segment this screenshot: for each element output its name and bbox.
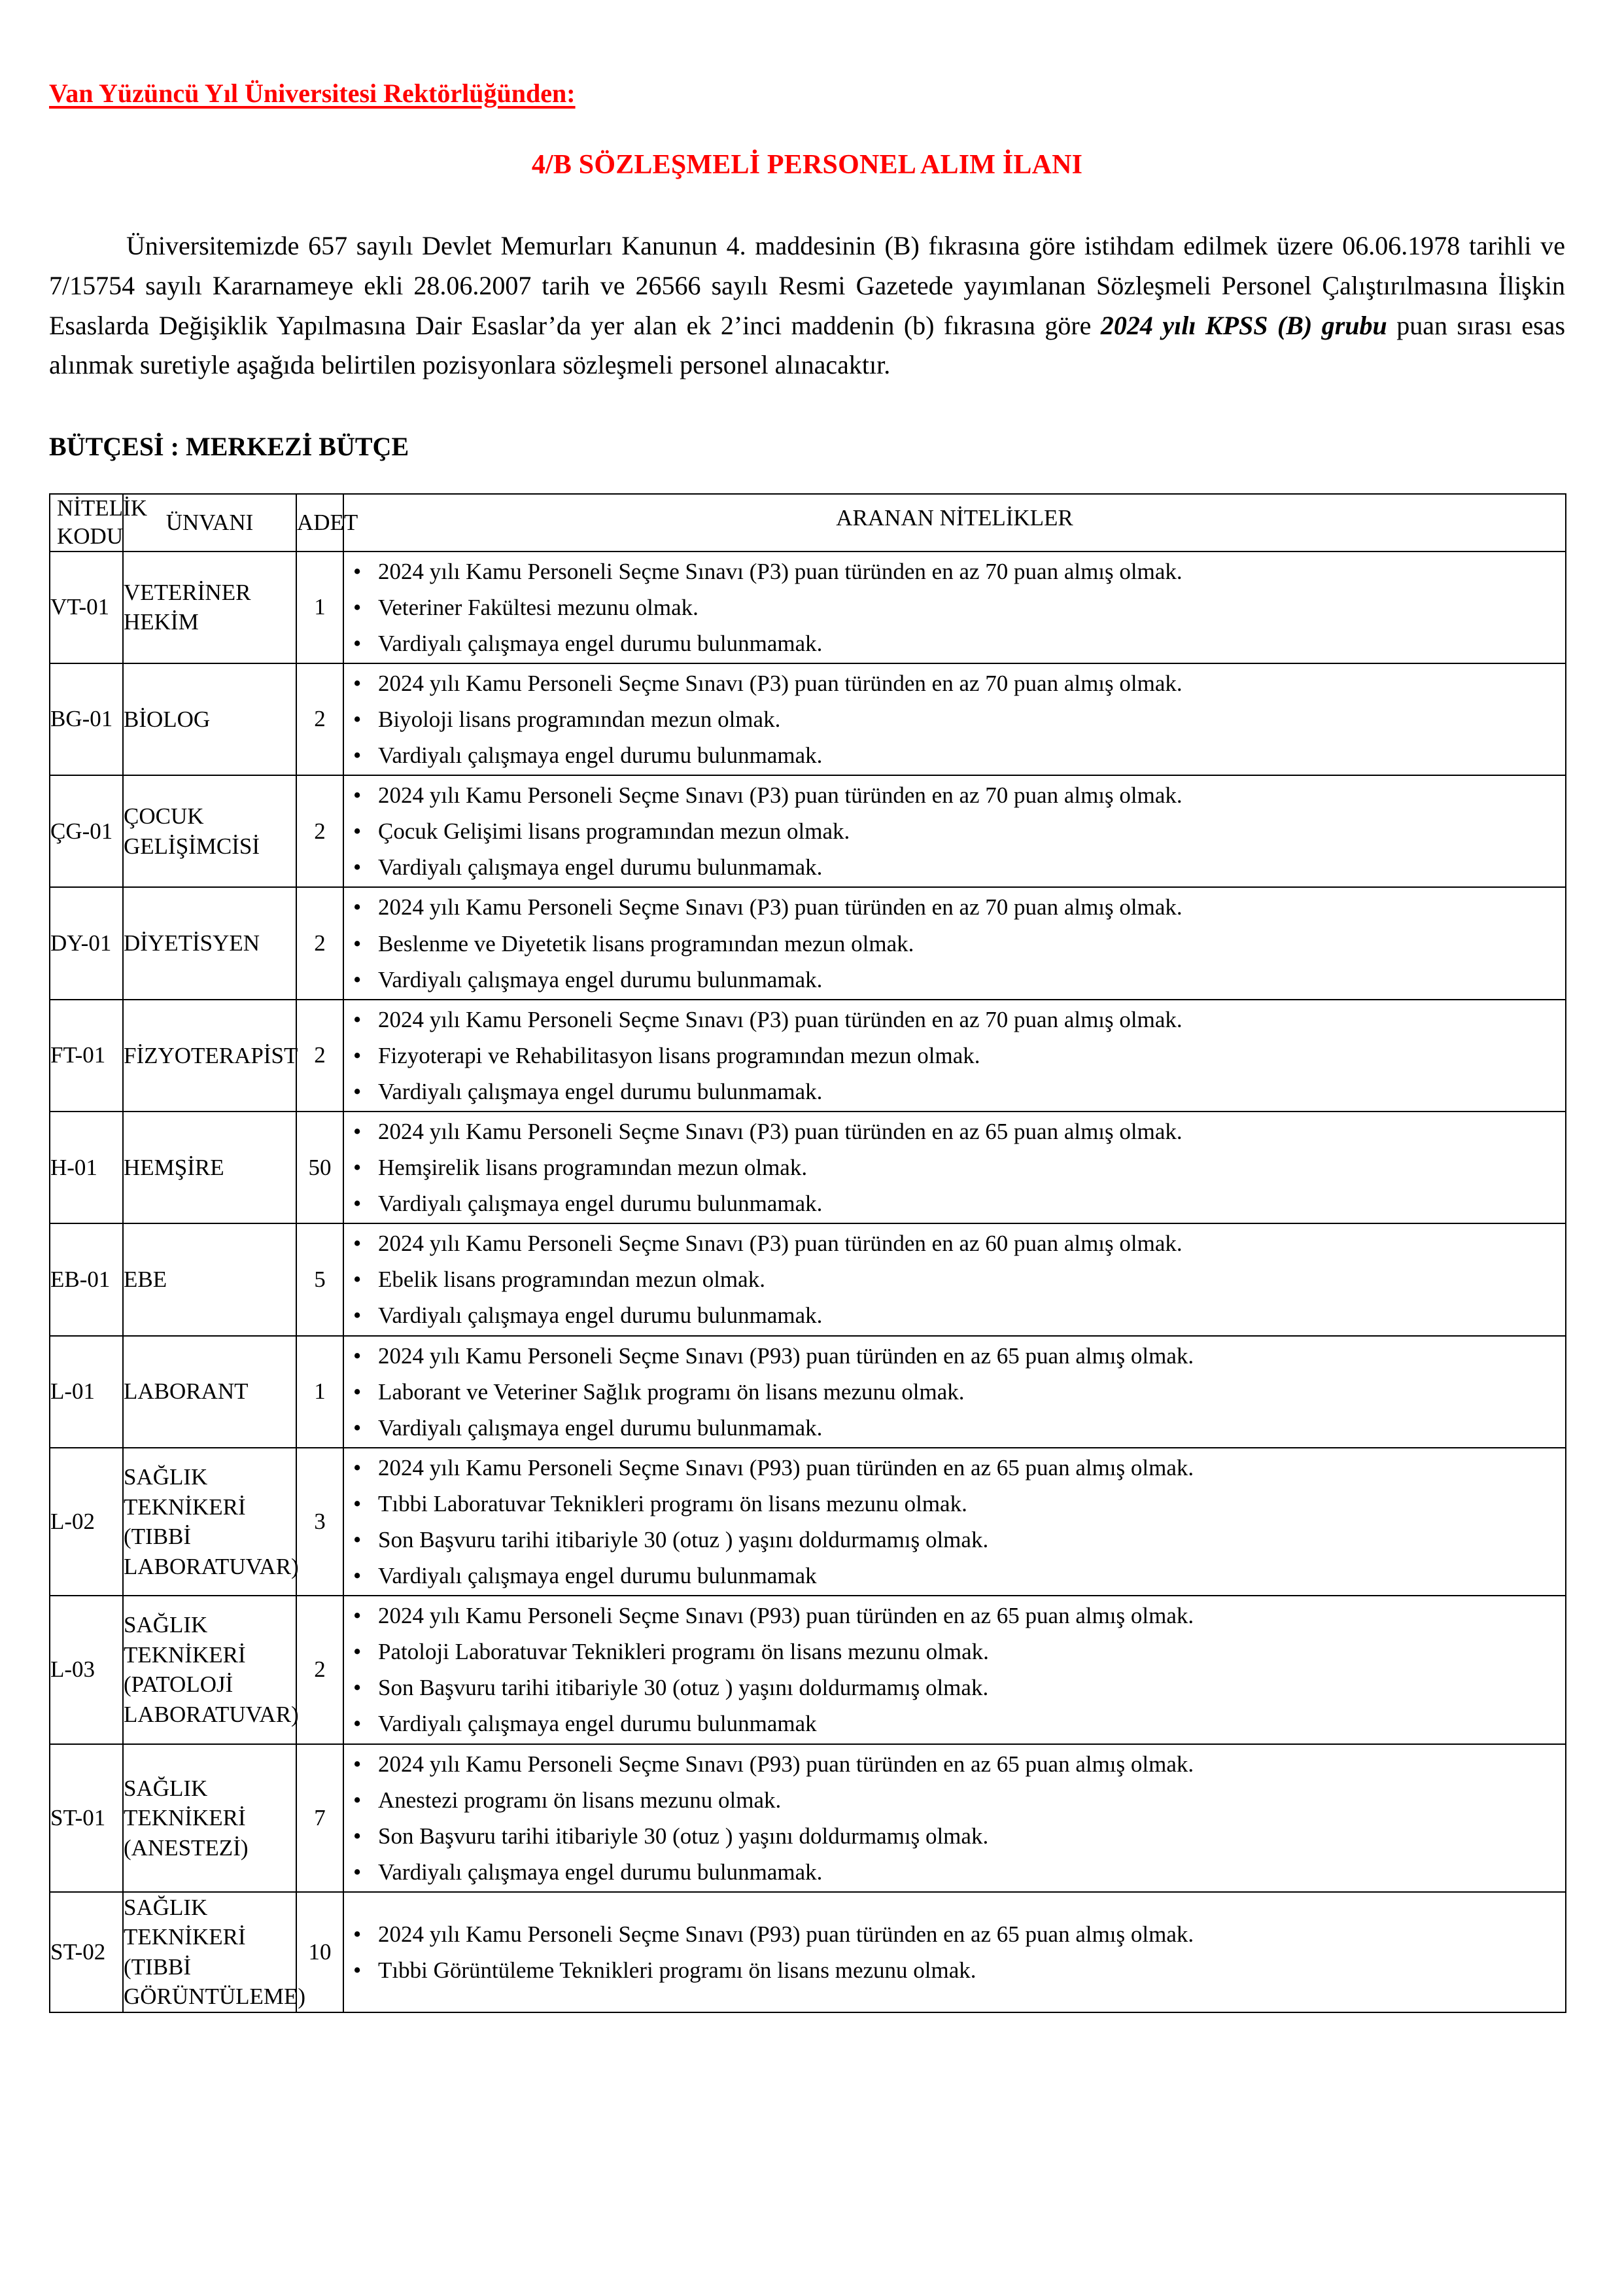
table-row bbox=[50, 663, 1566, 775]
requirement-item: • Son Başvuru tarihi itibariyle 30 (otuz ) yaşını doldurmamış olmak. bbox=[344, 1671, 1565, 1704]
cell-qualification-code: ST-01 bbox=[50, 1744, 123, 1892]
requirement-item: • Anestezi programı ön lisans mezunu olmak. bbox=[344, 1783, 1565, 1817]
positions-table bbox=[49, 493, 1566, 2013]
cell-requirements bbox=[343, 1448, 1566, 1596]
cell-qualification-code: ÇG-01 bbox=[50, 775, 123, 887]
requirement-item: • Son Başvuru tarihi itibariyle 30 (otuz ) yaşını doldurmamış olmak. bbox=[344, 1819, 1565, 1853]
cell-requirements bbox=[343, 1892, 1566, 2012]
requirement-item: • 2024 yılı Kamu Personeli Seçme Sınavı (P93) puan türünden en az 65 puan almış olmak. bbox=[344, 1339, 1565, 1373]
requirements-list bbox=[344, 555, 1565, 660]
cell-position-title: ÇOCUK GELİŞİMCİSİ bbox=[123, 775, 296, 887]
requirement-item: • Tıbbi Laboratuvar Teknikleri programı ön lisans mezunu olmak. bbox=[344, 1487, 1565, 1520]
cell-requirements bbox=[343, 775, 1566, 887]
cell-position-count: 2 bbox=[296, 1000, 343, 1112]
requirement-item: • Vardiyalı çalışmaya engel durumu bulunmamak. bbox=[344, 1187, 1565, 1220]
cell-qualification-code: BG-01 bbox=[50, 663, 123, 775]
requirement-item: • 2024 yılı Kamu Personeli Seçme Sınavı (P93) puan türünden en az 65 puan almış olmak. bbox=[344, 1747, 1565, 1781]
cell-qualification-code: L-02 bbox=[50, 1448, 123, 1596]
cell-qualification-code: VT-01 bbox=[50, 552, 123, 663]
requirement-item: • Vardiyalı çalışmaya engel durumu bulunmamak. bbox=[344, 627, 1565, 660]
cell-qualification-code: DY-01 bbox=[50, 887, 123, 999]
cell-qualification-code: ST-02 bbox=[50, 1892, 123, 2012]
table-row bbox=[50, 1112, 1566, 1223]
requirement-item: • 2024 yılı Kamu Personeli Seçme Sınavı (P3) puan türünden en az 70 puan almış olmak. bbox=[344, 667, 1565, 700]
requirement-item: • 2024 yılı Kamu Personeli Seçme Sınavı (P3) puan türünden en az 70 puan almış olmak. bbox=[344, 1003, 1565, 1036]
requirement-item: • Çocuk Gelişimi lisans programından mezun olmak. bbox=[344, 815, 1565, 848]
cell-position-title: DİYETİSYEN bbox=[123, 887, 296, 999]
cell-position-count: 1 bbox=[296, 1336, 343, 1448]
requirement-item: • Vardiyalı çalışmaya engel durumu bulunmamak. bbox=[344, 850, 1565, 884]
cell-position-count: 1 bbox=[296, 552, 343, 663]
cell-position-count: 5 bbox=[296, 1223, 343, 1335]
requirement-item: • 2024 yılı Kamu Personeli Seçme Sınavı (P93) puan türünden en az 65 puan almış olmak. bbox=[344, 1599, 1565, 1632]
requirement-item: • Vardiyalı çalışmaya engel durumu bulunmamak. bbox=[344, 1411, 1565, 1445]
requirement-item: • Biyoloji lisans programından mezun olmak. bbox=[344, 703, 1565, 736]
column-header-count: ADET bbox=[296, 494, 343, 551]
requirements-list bbox=[344, 1747, 1565, 1889]
requirement-item: • Vardiyalı çalışmaya engel durumu bulunmamak bbox=[344, 1559, 1565, 1592]
requirement-item: • Vardiyalı çalışmaya engel durumu bulunmamak. bbox=[344, 963, 1565, 996]
cell-position-title: SAĞLIK TEKNİKERİ (TIBBİ LABORATUVAR) bbox=[123, 1448, 296, 1596]
requirement-item: • Vardiyalı çalışmaya engel durumu bulunmamak. bbox=[344, 739, 1565, 772]
requirement-item: • Vardiyalı çalışmaya engel durumu bulunmamak. bbox=[344, 1855, 1565, 1889]
cell-position-count: 2 bbox=[296, 775, 343, 887]
cell-position-count: 50 bbox=[296, 1112, 343, 1223]
table-row bbox=[50, 1744, 1566, 1892]
budget-line: BÜTÇESİ : MERKEZİ BÜTÇE bbox=[49, 432, 409, 462]
cell-position-count: 10 bbox=[296, 1892, 343, 2012]
cell-requirements bbox=[343, 1112, 1566, 1223]
requirement-item: • 2024 yılı Kamu Personeli Seçme Sınavı (P3) puan türünden en az 70 puan almış olmak. bbox=[344, 779, 1565, 812]
requirement-item: • Son Başvuru tarihi itibariyle 30 (otuz ) yaşını doldurmamış olmak. bbox=[344, 1523, 1565, 1556]
cell-position-title: SAĞLIK TEKNİKERİ (ANESTEZİ) bbox=[123, 1744, 296, 1892]
requirement-item: • Vardiyalı çalışmaya engel durumu bulunmamak. bbox=[344, 1299, 1565, 1332]
cell-requirements bbox=[343, 663, 1566, 775]
cell-requirements bbox=[343, 1000, 1566, 1112]
cell-requirements bbox=[343, 1744, 1566, 1892]
requirement-item: • Patoloji Laboratuvar Teknikleri programı ön lisans mezunu olmak. bbox=[344, 1635, 1565, 1668]
requirements-list bbox=[344, 1227, 1565, 1332]
requirement-item: • Laborant ve Veteriner Sağlık programı ön lisans mezunu olmak. bbox=[344, 1375, 1565, 1409]
cell-requirements bbox=[343, 887, 1566, 999]
table-header-row bbox=[50, 494, 1566, 551]
table-row bbox=[50, 1892, 1566, 2012]
cell-requirements bbox=[343, 1336, 1566, 1448]
requirement-item: • Ebelik lisans programından mezun olmak. bbox=[344, 1263, 1565, 1296]
cell-position-title: SAĞLIK TEKNİKERİ (TIBBİ GÖRÜNTÜLEME) bbox=[123, 1892, 296, 2012]
column-header-code-line2: KODU bbox=[57, 523, 124, 549]
cell-position-title: VETERİNER HEKİM bbox=[123, 552, 296, 663]
requirement-item: • Vardiyalı çalışmaya engel durumu bulunmamak. bbox=[344, 1075, 1565, 1108]
requirement-item: • Veteriner Fakültesi mezunu olmak. bbox=[344, 591, 1565, 624]
requirements-list bbox=[344, 1115, 1565, 1220]
requirements-list bbox=[344, 667, 1565, 772]
table-row bbox=[50, 887, 1566, 999]
intro-emphasis: 2024 yılı KPSS (B) grubu bbox=[1100, 310, 1387, 340]
requirements-list bbox=[344, 1003, 1565, 1108]
column-header-requirements: ARANAN NİTELİKLER bbox=[343, 494, 1566, 551]
table-row bbox=[50, 552, 1566, 663]
cell-qualification-code: FT-01 bbox=[50, 1000, 123, 1112]
requirement-item: • Beslenme ve Diyetetik lisans programından mezun olmak. bbox=[344, 927, 1565, 960]
table-body bbox=[50, 552, 1566, 2012]
intro-text-part2: puan sırası esas alınmak suretiyle aşağıda belirtilen pozisyonlara sözleşmeli personel alınacaktır. bbox=[49, 310, 1566, 380]
requirements-list bbox=[344, 1451, 1565, 1592]
requirements-list bbox=[344, 890, 1565, 996]
cell-requirements bbox=[343, 552, 1566, 663]
cell-qualification-code: L-03 bbox=[50, 1596, 123, 1743]
table-row bbox=[50, 1596, 1566, 1743]
cell-position-title: SAĞLIK TEKNİKERİ (PATOLOJİ LABORATUVAR) bbox=[123, 1596, 296, 1743]
cell-qualification-code: H-01 bbox=[50, 1112, 123, 1223]
cell-position-title: HEMŞİRE bbox=[123, 1112, 296, 1223]
requirements-list bbox=[344, 1918, 1565, 1987]
cell-position-count: 2 bbox=[296, 1596, 343, 1743]
requirements-list bbox=[344, 1599, 1565, 1740]
table-row bbox=[50, 1336, 1566, 1448]
requirement-item: • Fizyoterapi ve Rehabilitasyon lisans programından mezun olmak. bbox=[344, 1039, 1565, 1072]
table-row bbox=[50, 1000, 1566, 1112]
requirement-item: • 2024 yılı Kamu Personeli Seçme Sınavı (P3) puan türünden en az 65 puan almış olmak. bbox=[344, 1115, 1565, 1148]
column-header-title: ÜNVANI bbox=[123, 494, 296, 551]
cell-requirements bbox=[343, 1223, 1566, 1335]
cell-position-title: FİZYOTERAPİST bbox=[123, 1000, 296, 1112]
cell-position-count: 2 bbox=[296, 887, 343, 999]
requirements-list bbox=[344, 1339, 1565, 1445]
cell-position-title: LABORANT bbox=[123, 1336, 296, 1448]
requirement-item: • 2024 yılı Kamu Personeli Seçme Sınavı (P3) puan türünden en az 70 puan almış olmak. bbox=[344, 555, 1565, 588]
page-title: 4/B SÖZLEŞMELİ PERSONEL ALIM İLANI bbox=[531, 150, 1083, 180]
table-row bbox=[50, 1223, 1566, 1335]
table-row bbox=[50, 775, 1566, 887]
cell-qualification-code: EB-01 bbox=[50, 1223, 123, 1335]
cell-position-count: 2 bbox=[296, 663, 343, 775]
column-header-code-line1: NİTELİK bbox=[57, 495, 148, 521]
cell-position-count: 3 bbox=[296, 1448, 343, 1596]
cell-requirements bbox=[343, 1596, 1566, 1743]
intro-paragraph bbox=[49, 226, 1565, 385]
table-row bbox=[50, 1448, 1566, 1596]
cell-position-title: BİOLOG bbox=[123, 663, 296, 775]
rector-heading-wrapper bbox=[49, 79, 1565, 149]
requirement-item: • 2024 yılı Kamu Personeli Seçme Sınavı (P3) puan türünden en az 60 puan almış olmak. bbox=[344, 1227, 1565, 1260]
intro-text-part1: Üniversitemizde 657 sayılı Devlet Memurları Kanunun 4. maddesinin (B) fıkrasına göre istihdam edilmek üzere 06.06.1978 tarihli ve 7/15754 sayılı Kararnameye ekli 28.06.2007 tarih ve 26566 sayılı Resmi Gazetede yayımlanan Sözleşmeli Personel Çalıştırılmasına İlişkin Esaslarda Değişiklik Yapılmasına Dair Esaslar’da yer alan ek 2’inci maddenin (b) fıkrasına göre bbox=[49, 231, 1565, 340]
requirement-item: • 2024 yılı Kamu Personeli Seçme Sınavı (P3) puan türünden en az 70 puan almış olmak. bbox=[344, 890, 1565, 924]
rector-heading: Van Yüzüncü Yıl Üniversitesi Rektörlüğünden: bbox=[49, 79, 576, 108]
requirement-item: • 2024 yılı Kamu Personeli Seçme Sınavı (P93) puan türünden en az 65 puan almış olmak. bbox=[344, 1918, 1565, 1951]
cell-position-count: 7 bbox=[296, 1744, 343, 1892]
requirement-item: • Vardiyalı çalışmaya engel durumu bulunmamak bbox=[344, 1707, 1565, 1740]
cell-position-title: EBE bbox=[123, 1223, 296, 1335]
requirement-item: • Tıbbi Görüntüleme Teknikleri programı ön lisans mezunu olmak. bbox=[344, 1953, 1565, 1987]
table-header bbox=[50, 494, 1566, 551]
column-header-code bbox=[50, 494, 148, 551]
cell-qualification-code: L-01 bbox=[50, 1336, 123, 1448]
requirement-item: • Hemşirelik lisans programından mezun olmak. bbox=[344, 1151, 1565, 1184]
requirements-list bbox=[344, 779, 1565, 884]
requirement-item: • 2024 yılı Kamu Personeli Seçme Sınavı (P93) puan türünden en az 65 puan almış olmak. bbox=[344, 1451, 1565, 1484]
